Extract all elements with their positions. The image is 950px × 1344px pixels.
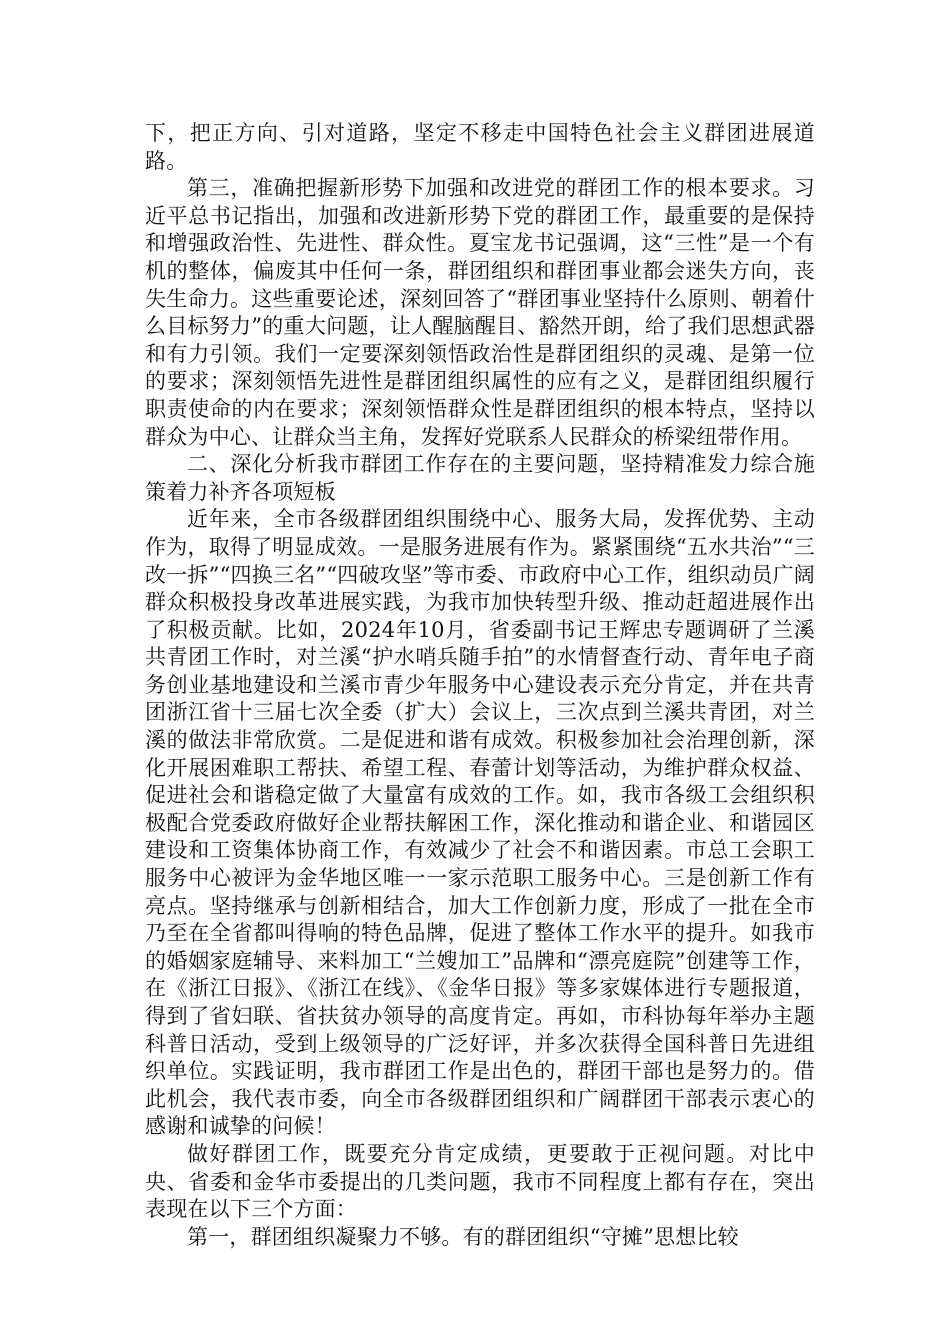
paragraph-third-requirement: 第三，准确把握新形势下加强和改进党的群团工作的根本要求。习近平总书记指出，加强和改进新形势下党的群团工作，最重要的是保持和增强政治性、先进性、群众性。夏宝龙书记强调，这“三性”是一个有机的整体，偏废其中任何一条，群团组织和群团事业都会迷失方向，丧失生命力。这些重要论述，深刻回答了“群团事业坚持什么原则、朝着什么目标努力”的重大问题，让人醒脑醒目、豁然开朗，给了我们思想武器和有力引领。我们一定要深刻领悟政治性是群团组织的灵魂、是第一位的要求；深刻领悟先进性是群团组织属性的应有之义，是群团组织履行职责使命的内在要求；深刻领悟群众性是群团组织的根本特点，坚持以群众为中心、让群众当主角，发挥好党联系人民群众的桥梁纽带作用。 — [145, 176, 815, 449]
paragraph-problems-intro: 做好群团工作，既要充分肯定成绩，更要敢于正视问题。对比中央、省委和金华市委提出的几类问题，我市不同程度上都有存在，突出表现在以下三个方面： — [145, 1141, 815, 1222]
paragraph-continuation: 下，把正方向、引对道路，坚定不移走中国特色社会主义群团进展道路。 — [145, 121, 815, 173]
section-heading-two: 二、深化分析我市群团工作存在的主要问题，坚持精准发力综合施策着力补齐各项短板 — [145, 452, 815, 504]
paragraph-achievements: 近年来，全市各级群团组织围绕中心、服务大局，发挥优势、主动作为，取得了明显成效。一是服务进展有作为。紧紧围绕“五水共治”“三改一拆”“四换三名”“四破攻坚”等市委、市政府中心工作，组织动员广阔群众积极投身改革进展实践，为我市加快转型升级、推动赶超进展作出了积极贡献。比如，2024年10月，省委副书记王辉忠专题调研了兰溪共青团工作时，对兰溪“护水哨兵随手拍”的水情督查行动、青年电子商务创业基地建设和兰溪市青少年服务中心建设表示充分肯定，并在共青团浙江省十三届七次全委（扩大）会议上，三次点到兰溪共青团，对兰溪的做法非常欣赏。二是促进和谐有成效。积极参加社会治理创新，深化开展困难职工帮扶、希望工程、春蕾计划等活动，为维护群众权益、促进社会和谐稳定做了大量富有成效的工作。如，我市各级工会组织积极配合党委政府做好企业帮扶解困工作，深化推动和谐企业、和谐园区建设和工资集体协商工作，有效减少了社会不和谐因素。市总工会职工服务中心被评为金华地区唯一一家示范职工服务中心。三是创新工作有亮点。坚持继承与创新相结合，加大工作创新力度，形成了一批在全市乃至在全省都叫得响的特色品牌，促进了整体工作水平的提升。如我市的婚姻家庭辅导、来料加工“兰嫂加工”品牌和“漂亮庭院”创建等工作，在《浙江日报》、《浙江在线》、《金华日报》等多家媒体进行专题报道，得到了省妇联、省扶贫办领导的高度肯定。再如，市科协每年举办主题科普日活动，受到上级领导的广泛好评，并多次获得全国科普日先进组织单位。实践证明，我市群团工作是出色的，群团干部也是努力的。借此机会，我代表市委，向全市各级群团组织和广阔群团干部表示衷心的感谢和诚挚的问候！ — [145, 507, 815, 1139]
paragraph-first-problem: 第一，群团组织凝聚力不够。有的群团组织“守摊”思想比较 — [187, 1224, 739, 1249]
document-body — [145, 120, 815, 1251]
